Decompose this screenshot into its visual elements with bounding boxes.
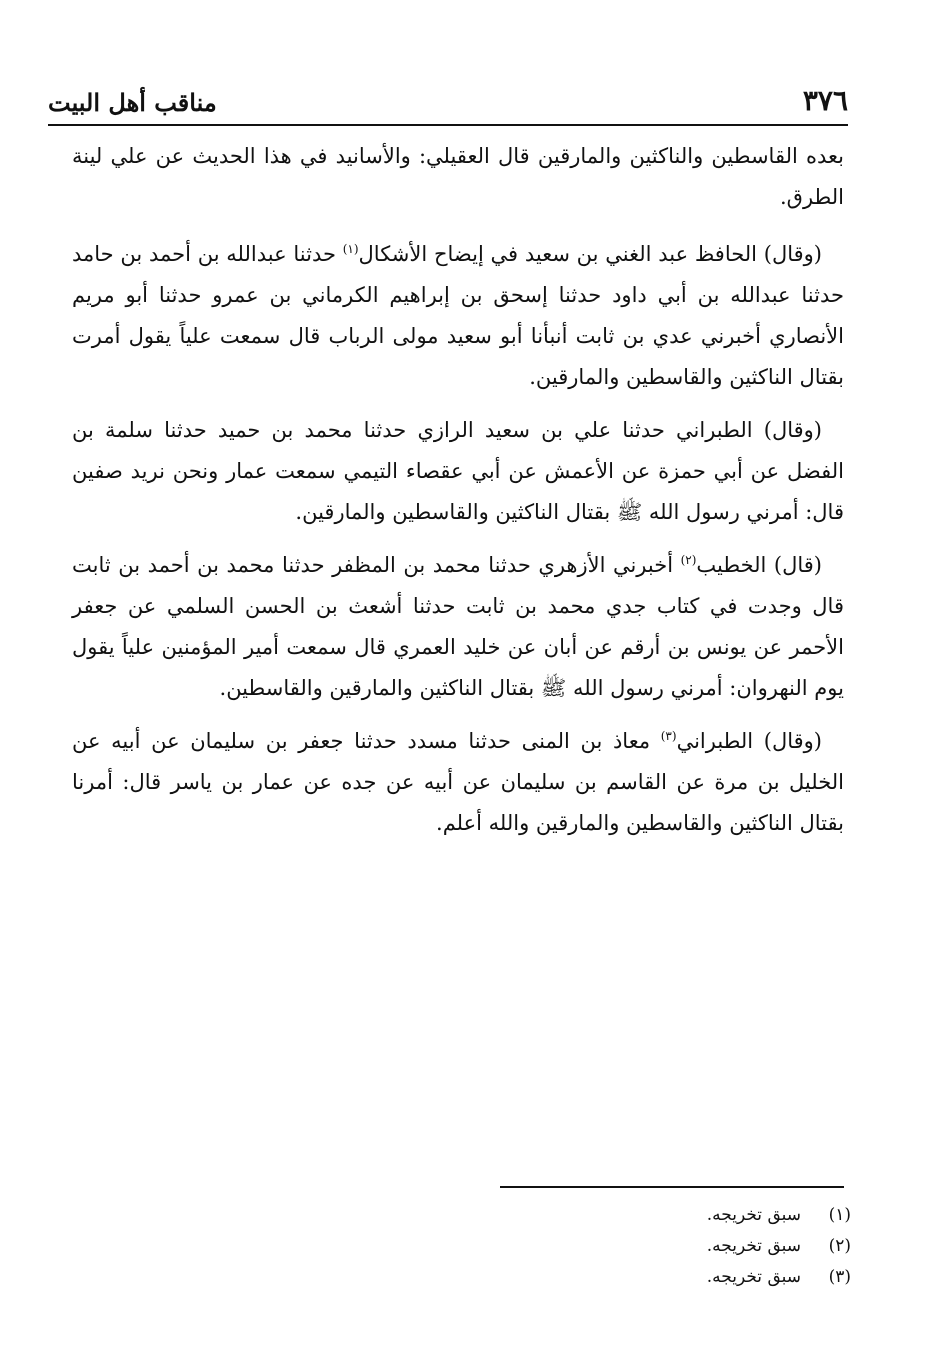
footnote-item — [551, 1262, 851, 1293]
footnote-ref-3: (٣) — [660, 729, 677, 743]
running-title: مناقب أهل البيت — [48, 88, 217, 117]
footnote-item — [551, 1231, 851, 1262]
paragraph-text: (وقال) الحافظ عبد الغني بن سعيد في إيضاح الأشكال — [358, 242, 822, 266]
paragraph-text: معاذ بن المنى حدثنا مسدد حدثنا جعفر بن سليمان عن أبيه عن الخليل بن مرة عن القاسم بن سليمان عن أبيه عن جده عن عمار بن ياسر قال: أمرنا بقتال الناكثين والقاسطين والمارقين والله أعلم. — [72, 729, 844, 835]
footnote-text: سبق تخريجه. — [706, 1267, 801, 1287]
footnote-number: (٣) — [828, 1267, 851, 1287]
paragraph-tabarani-2 — [72, 721, 844, 844]
page-number: ٣٧٦ — [802, 84, 848, 117]
paragraph-tabarani-1 — [72, 410, 844, 533]
paragraph-text: (وقال) الطبراني — [676, 729, 822, 753]
paragraph-text: حدثنا عبدالله بن أحمد بن حامد حدثنا عبدالله بن أبي داود حدثنا إسحق بن إبراهيم الكرماني بن عمرو حدثنا أبو مريم الأنصاري أخبرني عدي بن ثابت أنبأنا أبو سعيد مولى الرباب قال سمعت علياً يقول أمرت بقتال الناكثين والقاسطين والمارقين. — [72, 242, 844, 389]
paragraph-continuation: بعده القاسطين والناكثين والمارقين قال العقيلي: والأسانيد في هذا الحديث عن علي لينة الطرق. — [72, 144, 844, 209]
main-text — [72, 136, 844, 856]
footnote-item — [551, 1200, 851, 1231]
header-divider — [48, 124, 848, 126]
paragraph-text: (قال) الخطيب — [696, 553, 822, 577]
footnote-text: سبق تخريجه. — [706, 1205, 801, 1225]
footnotes — [551, 1200, 851, 1293]
footnote-number: (٢) — [828, 1236, 851, 1256]
paragraph-khatib — [72, 545, 844, 709]
paragraph-abdulghani — [72, 234, 844, 398]
footnote-number: (١) — [828, 1205, 851, 1225]
footnote-text: سبق تخريجه. — [706, 1236, 801, 1256]
footnote-ref-2: (٢) — [680, 553, 697, 567]
paragraph-text: أخبرني الأزهري حدثنا محمد بن المظفر حدثنا محمد بن أحمد بن ثابت قال وجدت في كتاب جدي محمد بن ثابت حدثنا أشعث بن الحسن السلمي عن جعفر الأحمر عن يونس بن أرقم عن أبان عن خليد العمري قال سمعت أمير المؤمنين علياً يقول يوم النهروان: أمرني رسول الله ﷺ بقتال الناكثين والمارقين والقاسطين. — [72, 553, 844, 700]
footnote-divider — [500, 1186, 844, 1188]
page-header — [48, 84, 848, 124]
paragraph-text: (وقال) الطبراني حدثنا علي بن سعيد الرازي حدثنا محمد بن حميد حدثنا سلمة بن الفضل عن أبي حمزة عن الأعمش عن أبي عقصاء التيمي سمعت عمار ونحن نريد صفين قال: أمرني رسول الله ﷺ بقتال الناكثين والقاسطين والمارقين. — [72, 418, 844, 524]
footnote-ref-1: (١) — [342, 242, 359, 256]
